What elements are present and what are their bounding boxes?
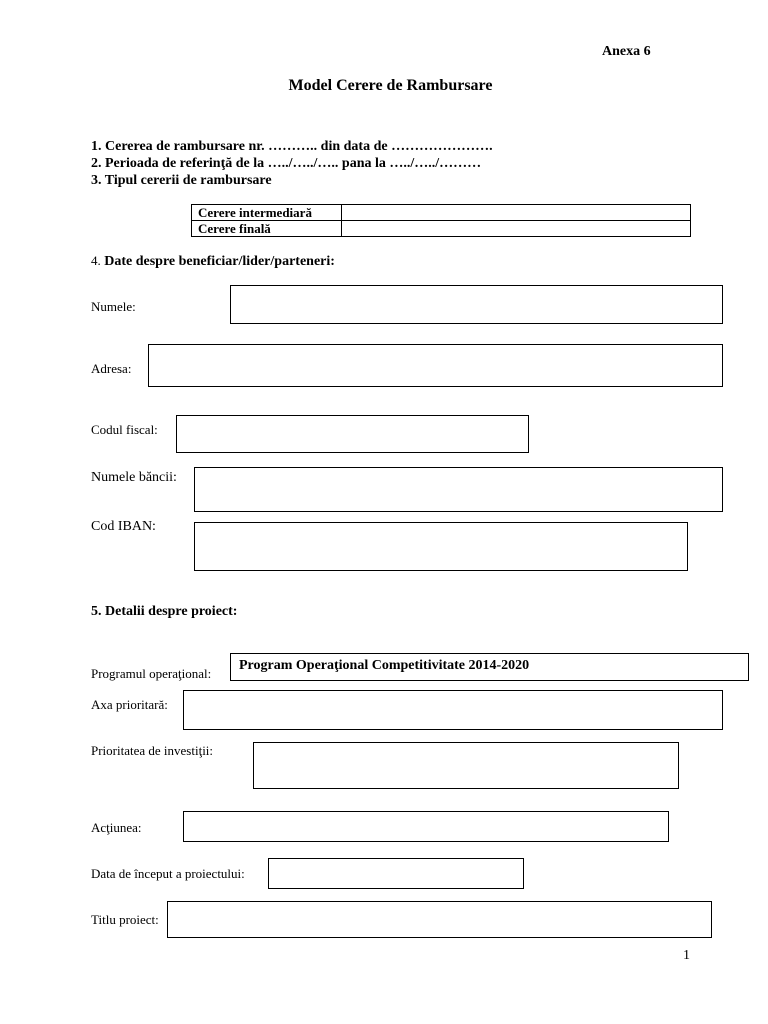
bank-name-field[interactable] xyxy=(194,467,723,512)
investment-priority-label: Prioritatea de investiţii: xyxy=(91,743,214,758)
start-date-field[interactable] xyxy=(268,858,524,889)
action-field[interactable] xyxy=(183,811,669,842)
document-title: Model Cerere de Rambursare xyxy=(288,77,493,94)
table-row xyxy=(192,205,691,221)
name-label: Numele: xyxy=(91,299,136,314)
address-label: Adresa: xyxy=(91,361,132,376)
request-type-intermediate-cell[interactable] xyxy=(342,205,691,221)
request-type-table xyxy=(191,204,691,237)
address-field[interactable] xyxy=(148,344,723,387)
investment-priority-field[interactable] xyxy=(253,742,679,789)
section-5-heading: 5. Detalii despre proiect: xyxy=(91,604,238,619)
action-label: Acţiunea: xyxy=(91,820,142,835)
section-3-request-type-heading: 3. Tipul cererii de rambursare xyxy=(91,173,272,188)
project-title-label: Titlu proiect: xyxy=(91,912,159,927)
request-type-final-cell[interactable] xyxy=(342,221,691,237)
priority-axis-label: Axa prioritară: xyxy=(91,697,168,712)
fiscal-code-field[interactable] xyxy=(176,415,529,453)
bank-name-label: Numele băncii: xyxy=(91,470,177,485)
page-number: 1 xyxy=(683,948,690,963)
iban-field[interactable] xyxy=(194,522,688,571)
section-2-reference-period: 2. Perioada de referinţă de la …../…../….. pana la …../…../……… xyxy=(91,156,482,171)
section-4-title: Date despre beneficiar/lider/parteneri: xyxy=(104,254,335,269)
start-date-label: Data de început a proiectului: xyxy=(91,866,245,881)
table-row xyxy=(192,221,691,237)
section-4-number: 4. xyxy=(91,253,101,268)
iban-label: Cod IBAN: xyxy=(91,519,156,534)
operational-program-field[interactable]: Program Operaţional Competitivitate 2014-2020 xyxy=(230,653,749,681)
annex-label: Anexa 6 xyxy=(602,44,651,59)
section-4-heading xyxy=(91,253,335,270)
operational-program-label: Programul operaţional: xyxy=(91,666,212,681)
request-type-final-label: Cerere finală xyxy=(192,221,342,237)
fiscal-code-label: Codul fiscal: xyxy=(91,422,158,437)
project-title-field[interactable] xyxy=(167,901,712,938)
request-type-intermediate-label: Cerere intermediară xyxy=(192,205,342,221)
priority-axis-field[interactable] xyxy=(183,690,723,730)
name-field[interactable] xyxy=(230,285,723,324)
section-1-request-number: 1. Cererea de rambursare nr. ……….. din data de …………………. xyxy=(91,139,493,154)
